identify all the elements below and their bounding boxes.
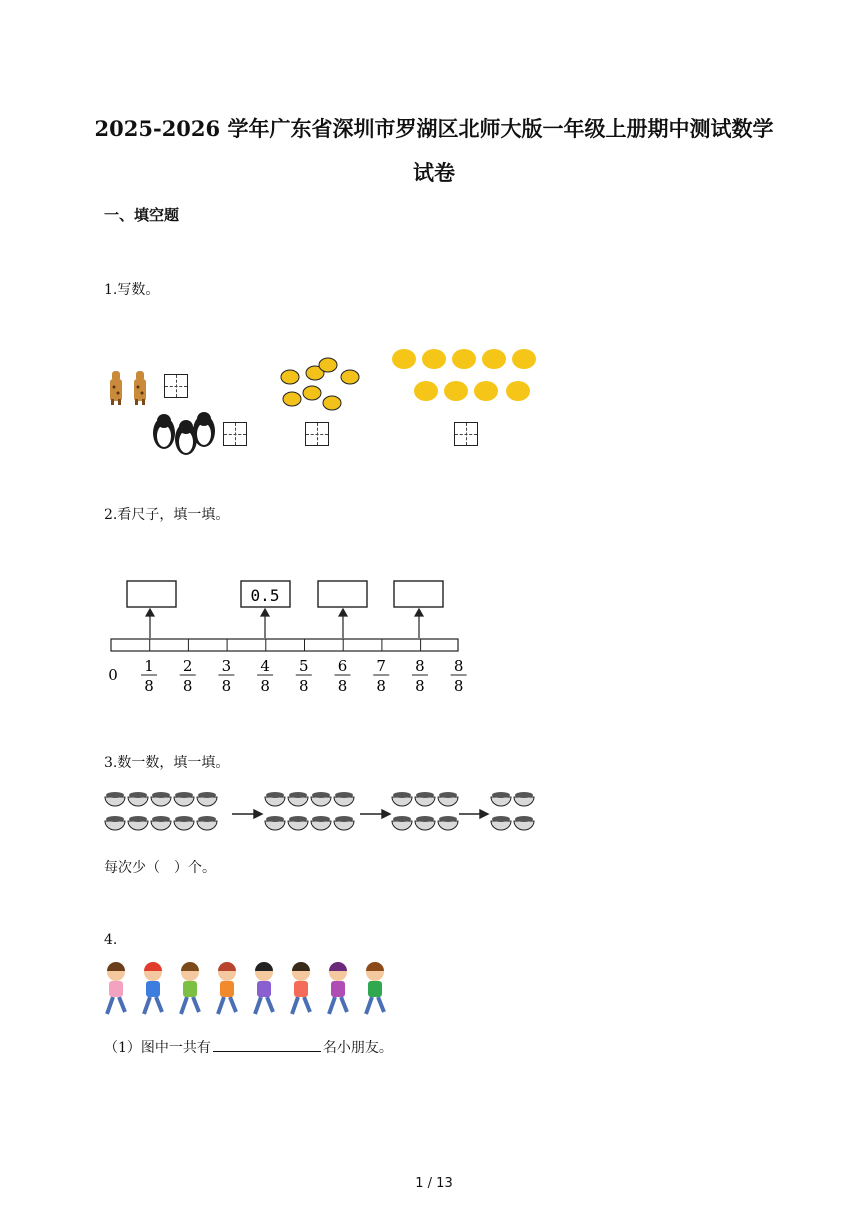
bowl-rim (439, 792, 457, 798)
bowl-icon (334, 797, 354, 806)
bowl-icon (128, 821, 148, 830)
bowl-rim (266, 816, 284, 822)
bowl-icon (311, 797, 331, 806)
bowl-icon (174, 797, 194, 806)
bowl-icon (514, 797, 534, 806)
penguin-icon (193, 412, 215, 447)
bowl-rim (175, 792, 193, 798)
document-title-line1: 2025-2026 学年广东省深圳市罗湖区北师大版一年级上册期中测试数学 (94, 116, 774, 141)
child-icon (181, 962, 199, 1014)
fraction-numerator: 3 (221, 657, 232, 675)
bowl-rim (393, 792, 411, 798)
bowl-icon (288, 797, 308, 806)
bowl-rim (198, 792, 216, 798)
ruler-diagram (100, 570, 480, 700)
ruler-box-value: 0.5 (250, 586, 280, 605)
child-icon (218, 962, 236, 1014)
giraffe-icon (134, 371, 146, 405)
answer-blank[interactable] (213, 1037, 321, 1052)
fraction-denominator: 8 (337, 677, 348, 695)
bowl-rim (198, 816, 216, 822)
bowl-icon (128, 797, 148, 806)
question-2-label: 2.看尺子，填一填。 (104, 507, 230, 523)
fraction-numerator: 2 (182, 657, 193, 675)
bowl-icon (151, 821, 171, 830)
fraction-numerator: 5 (299, 657, 309, 675)
bowl-rim (492, 792, 510, 798)
bowl-rim (129, 816, 147, 822)
bowl-icon (174, 821, 194, 830)
bowl-icon (438, 821, 458, 830)
answer-box-giraffes[interactable] (164, 374, 188, 398)
ruler-answer-box (318, 581, 367, 607)
section-heading: 一、填空题 (104, 206, 180, 224)
chick-icon (392, 349, 536, 401)
fraction-denominator: 8 (260, 677, 270, 695)
bowl-icon (514, 821, 534, 830)
child-icon (292, 962, 310, 1014)
bowl-icon (392, 797, 412, 806)
bowl-icon (265, 797, 285, 806)
answer-box-penguins[interactable] (223, 422, 247, 446)
bowl-icon (334, 821, 354, 830)
fraction-denominator: 8 (221, 677, 232, 695)
penguin-icon (175, 420, 197, 455)
fraction-denominator: 8 (182, 677, 193, 695)
bowl-icon (105, 797, 125, 806)
bowl-icon (197, 797, 217, 806)
ruler-bar (111, 639, 458, 651)
question-3-sentence: 每次少（ ）个。 (104, 860, 216, 876)
bowl-icon (415, 797, 435, 806)
fraction-numerator: 1 (144, 657, 154, 675)
bowl-rim (312, 792, 330, 798)
fraction-numerator: 6 (337, 657, 348, 675)
bowl-icon (105, 821, 125, 830)
answer-box-bees[interactable] (305, 422, 329, 446)
bowl-rim (492, 816, 510, 822)
bowl-rim (106, 792, 124, 798)
bowl-icon (392, 821, 412, 830)
question-4-sub1-suffix: 名小朋友。 (322, 1040, 393, 1056)
bowl-icon (288, 821, 308, 830)
fraction-numerator: 8 (415, 657, 425, 675)
bowl-rim (335, 816, 353, 822)
bowl-rim (335, 792, 353, 798)
fraction-denominator: 8 (299, 677, 309, 695)
bowl-rim (289, 816, 307, 822)
bowl-icon (197, 821, 217, 830)
bowl-rim (175, 816, 193, 822)
bowl-icon (151, 797, 171, 806)
arrow-icon (480, 810, 488, 818)
bowl-rim (152, 792, 170, 798)
arrow-icon (382, 810, 390, 818)
bowl-rim (266, 792, 284, 798)
bowl-icon (491, 797, 511, 806)
bowl-icon (311, 821, 331, 830)
child-icon (329, 962, 347, 1014)
bowl-icon (415, 821, 435, 830)
child-icon (255, 962, 273, 1014)
fraction-denominator: 8 (415, 677, 425, 695)
fraction-denominator: 8 (453, 677, 464, 695)
question-4-sub1-prefix: （1）图中一共有 (104, 1040, 211, 1056)
giraffe-icon (110, 371, 122, 405)
bowl-rim (152, 816, 170, 822)
answer-box-chicks[interactable] (454, 422, 478, 446)
bowl-icon (491, 821, 511, 830)
penguin-icon (153, 414, 175, 449)
bee-icon (281, 358, 359, 410)
ruler-answer-box (127, 581, 176, 607)
bowl-icon (438, 797, 458, 806)
question-4-sub1 (104, 1037, 393, 1057)
arrow-icon (254, 810, 262, 818)
page-number: 1 / 13 (415, 1176, 453, 1191)
ruler-answer-box (394, 581, 443, 607)
bowl-rim (393, 816, 411, 822)
fraction-denominator: 8 (376, 677, 386, 695)
bowl-rim (312, 816, 330, 822)
fraction-numerator: 4 (260, 657, 270, 675)
child-icon (366, 962, 384, 1014)
bowl-rim (439, 816, 457, 822)
question-4-label: 4. (104, 932, 118, 948)
bowl-icon (265, 821, 285, 830)
children-picture (102, 958, 402, 1020)
ruler-zero-label: 0 (108, 666, 118, 684)
bowl-rim (106, 816, 124, 822)
bowl-rim (416, 792, 434, 798)
bowl-rim (129, 792, 147, 798)
child-icon (144, 962, 162, 1014)
document-title-line2: 试卷 (413, 160, 455, 185)
bowl-rim (515, 792, 533, 798)
bowl-rim (515, 816, 533, 822)
child-icon (107, 962, 125, 1014)
bowl-rim (416, 816, 434, 822)
bowl-rim (289, 792, 307, 798)
question-1-label: 1.写数。 (104, 282, 160, 298)
fraction-denominator: 8 (144, 677, 154, 695)
question-3-label: 3.数一数，填一填。 (104, 755, 230, 771)
question-3-pictures (104, 785, 544, 840)
fraction-numerator: 8 (453, 657, 464, 675)
fraction-numerator: 7 (376, 657, 386, 675)
